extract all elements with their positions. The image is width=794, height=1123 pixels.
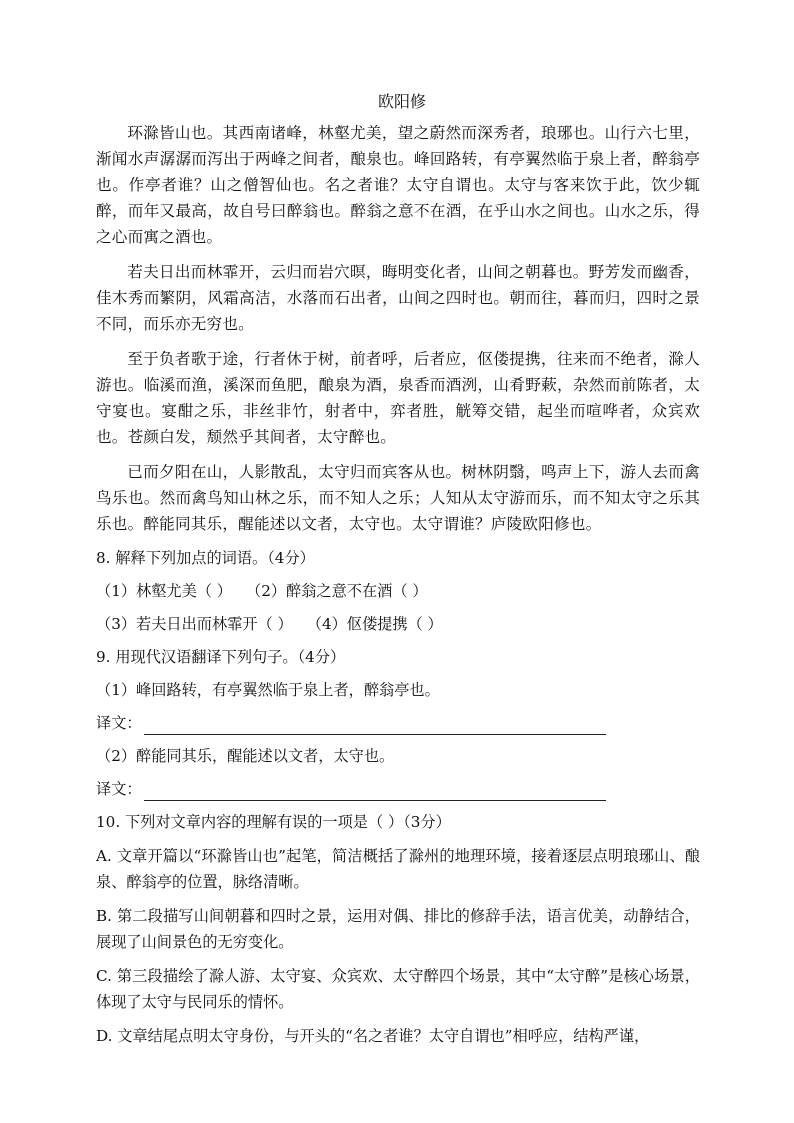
question-9-sentence-1: （1）峰回路转，有亭翼然临于泉上者，醉翁亭也。 bbox=[96, 681, 440, 699]
question-9-stem: 9. 用现代汉语翻译下列句子。（4分） bbox=[96, 648, 346, 666]
question-8-item-2: （2）醉翁之意不在酒（ ） bbox=[246, 582, 428, 600]
question-8-stem: 8. 解释下列加点的词语。（4分） bbox=[96, 549, 315, 567]
question-10-option-c: C. 第三段描绘了滁人游、太守宴、众宾欢、太守醉四个场景，其中“太守醉”是核心场景，体现了太守与民同乐的情怀。 bbox=[96, 967, 700, 1011]
question-8-row-1 bbox=[96, 579, 700, 603]
document-page bbox=[96, 92, 700, 1057]
paragraph-1: 环滁皆山也。其西南诸峰，林壑尤美，望之蔚然而深秀者，琅琊也。山行六七里，渐闻水声潺潺而泻出于两峰之间者，酿泉也。峰回路转，有亭翼然临于泉上者，醉翁亭也。作亭者谁？山之僧智仙也。名之者谁？太守自谓也。太守与客来饮于此，饮少辄醉，而年又最高，故自号曰醉翁也。醉翁之意不在酒，在乎山水之间也。山水之乐，得之心而寓之酒也。 bbox=[96, 124, 700, 246]
paragraph-2: 若夫日出而林霏开，云归而岩穴暝，晦明变化者，山间之朝暮也。野芳发而幽香，佳木秀而繁阴，风霜高洁，水落而石出者，山间之四时也。朝而往，暮而归，四时之景不同，而乐亦无穷也。 bbox=[96, 263, 700, 333]
question-9-sentence-2: （2）醉能同其乐，醒能述以文者，太守也。 bbox=[96, 747, 395, 765]
paragraph-3: 至于负者歌于途，行者休于树，前者呼，后者应，伛偻提携，往来而不绝者，滁人游也。临溪而渔，溪深而鱼肥，酿泉为酒，泉香而酒洌，山肴野蔌，杂然而前陈者，太守宴也。宴酣之乐，非丝非竹，射者中，弈者胜，觥筹交错，起坐而喧哗者，众宾欢也。苍颜白发，颓然乎其间者，太守醉也。 bbox=[96, 350, 700, 446]
question-10-option-d: D. 文章结尾点明太守身份，与开头的“名之者谁？太守自谓也”相呼应，结构严谨， bbox=[96, 1027, 650, 1045]
question-9-answer-1 bbox=[96, 711, 700, 735]
question-10-option-a: A. 文章开篇以“环滁皆山也”起笔，简洁概括了滁州的地理环境，接着逐层点明琅琊山、酿泉、醉翁亭的位置，脉络清晰。 bbox=[96, 847, 700, 891]
question-10-option-b: B. 第二段描写山间朝暮和四时之景，运用对偶、排比的修辞手法，语言优美，动静结合，展现了山间景色的无穷变化。 bbox=[96, 907, 700, 951]
paragraph-4: 已而夕阳在山，人影散乱，太守归而宾客从也。树林阴翳，鸣声上下，游人去而禽鸟乐也。然而禽鸟知山林之乐，而不知人之乐；人知从太守游而乐，而不知太守之乐其乐也。醉能同其乐，醒能述以文者，太守也。太守谓谁？庐陵欧阳修也。 bbox=[96, 463, 700, 533]
translation-label: 译文： bbox=[96, 714, 142, 732]
question-10-stem: 10. 下列对文章内容的理解有误的一项是（ ）（3分） bbox=[96, 813, 451, 831]
question-8-item-1: （1）林壑尤美（ ） bbox=[96, 582, 232, 600]
author-name: 欧阳修 bbox=[377, 92, 426, 111]
answer-line-2[interactable] bbox=[144, 782, 606, 801]
question-8-row-2 bbox=[96, 612, 700, 636]
question-9-answer-2 bbox=[96, 777, 700, 801]
question-8-item-4: （4）伛偻提携（ ） bbox=[306, 615, 443, 633]
answer-line-1[interactable] bbox=[144, 716, 606, 735]
question-8-item-3: （3）若夫日出而林霏开（ ） bbox=[96, 615, 293, 633]
translation-label: 译文： bbox=[96, 780, 142, 798]
